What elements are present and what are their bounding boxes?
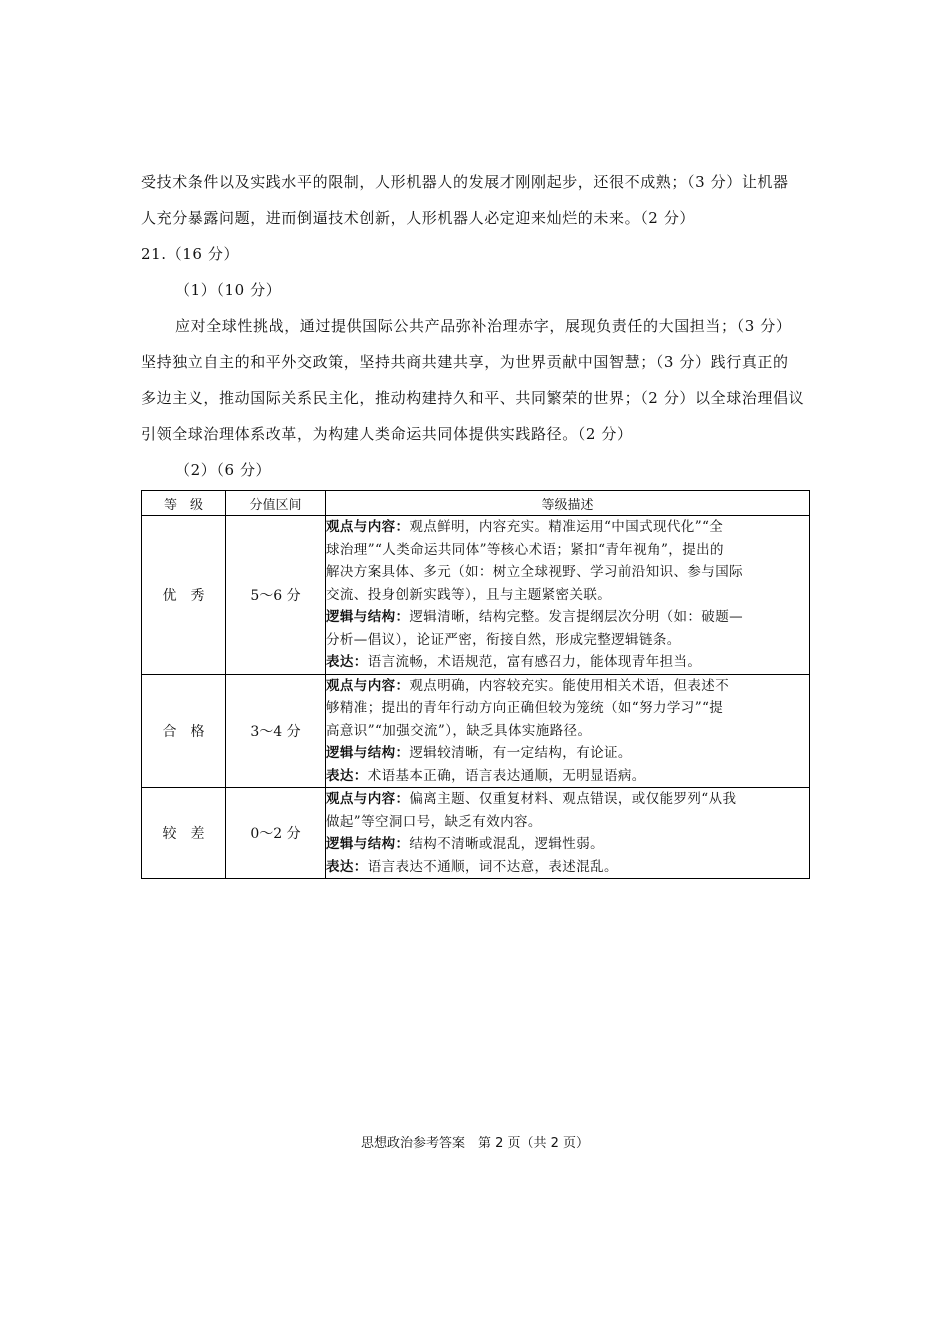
sub-question-number: （1）（10 分）	[175, 281, 282, 299]
criterion-text: 分析—倡议），论证严密，衔接自然，形成完整逻辑链条。	[326, 631, 681, 648]
criterion-text: 偏离主题、仅重复材料、观点错误，或仅能罗列“从我	[409, 791, 737, 807]
criterion-label: 表达：	[326, 767, 368, 784]
header-range: 分值区间	[226, 491, 326, 516]
criterion-text: 观点明确，内容较充实。能使用相关术语，但表述不	[409, 677, 730, 694]
grading-table	[141, 490, 810, 879]
paragraph-line: 多边主义，推动国际关系民主化，推动构建持久和平、共同繁荣的世界；（2 分）以全球治理倡议	[141, 389, 805, 407]
criterion-text: 结构不清晰或混乱，逻辑性弱。	[409, 836, 605, 852]
criterion-label: 观点与内容：	[326, 519, 410, 535]
description-cell	[326, 788, 810, 879]
criterion-text: 语言表达不通顺，词不达意，表述混乱。	[367, 858, 618, 875]
criterion-text: 观点鲜明，内容充实。精准运用“中国式现代化”“全	[409, 519, 724, 535]
criterion-label: 表达：	[326, 654, 368, 670]
grade-cell: 优 秀	[142, 516, 226, 675]
criterion-text: 逻辑较清晰，有一定结构，有论证。	[409, 745, 632, 761]
criterion-label: 逻辑与结构：	[326, 745, 410, 761]
range-cell: 3～4 分	[226, 674, 326, 788]
paragraph-line: 受技术条件以及实践水平的限制，人形机器人的发展才刚刚起步，还很不成熟；（3 分）让机器	[141, 173, 789, 191]
criterion-text: 高意识”“加强交流”），缺乏具体实施路径。	[326, 722, 592, 739]
table-header-row	[142, 491, 810, 516]
criterion-label: 观点与内容：	[326, 677, 410, 694]
table-row	[142, 788, 810, 879]
paragraph-line: 坚持独立自主的和平外交政策，坚持共商共建共享，为世界贡献中国智慧；（3 分）践行真正的	[141, 353, 789, 371]
criterion-text: 逻辑清晰，结构完整。发言提纲层次分明（如：破题—	[409, 609, 744, 625]
criterion-label: 表达：	[326, 858, 368, 875]
criterion-text: 够精准；提出的青年行动方向正确但较为笼统（如“努力学习”“提	[326, 700, 724, 716]
sub-question-number: （2）（6 分）	[175, 461, 272, 479]
grade-cell: 合 格	[142, 674, 226, 788]
grade-cell: 较 差	[142, 788, 226, 879]
paragraph-line: 应对全球性挑战，通过提供国际公共产品弥补治理赤字，展现负责任的大国担当；（3 分）	[175, 317, 792, 335]
range-cell: 0～2 分	[226, 788, 326, 879]
range-cell: 5～6 分	[226, 516, 326, 675]
page-footer: 思想政治参考答案 第 2 页（共 2 页）	[360, 1136, 590, 1151]
criterion-label: 逻辑与结构：	[326, 836, 410, 852]
question-number: 21.（16 分）	[141, 245, 240, 263]
table-row	[142, 516, 810, 675]
criterion-text: 交流、投身创新实践等），且与主题紧密关联。	[326, 586, 612, 603]
criterion-label: 逻辑与结构：	[326, 609, 410, 625]
paragraph-line: 引领全球治理体系改革，为构建人类命运共同体提供实践路径。（2 分）	[141, 425, 633, 443]
table-row	[142, 674, 810, 788]
description-cell	[326, 516, 810, 675]
paragraph-line: 人充分暴露问题，进而倒逼技术创新，人形机器人必定迎来灿烂的未来。（2 分）	[141, 209, 696, 227]
criterion-text: 语言流畅，术语规范，富有感召力，能体现青年担当。	[367, 654, 702, 670]
header-grade: 等 级	[142, 491, 226, 516]
description-cell	[326, 674, 810, 788]
criterion-text: 解决方案具体、多元（如：树立全球视野、学习前沿知识、参与国际	[326, 564, 743, 580]
criterion-text: 术语基本正确，语言表达通顺，无明显语病。	[367, 767, 646, 784]
criterion-text: 做起”等空洞口号，缺乏有效内容。	[326, 813, 542, 830]
header-description: 等级描述	[326, 491, 810, 516]
criterion-text: 球治理”“人类命运共同体”等核心术语；紧扣“青年视角”，提出的	[326, 541, 724, 558]
criterion-label: 观点与内容：	[326, 791, 410, 807]
